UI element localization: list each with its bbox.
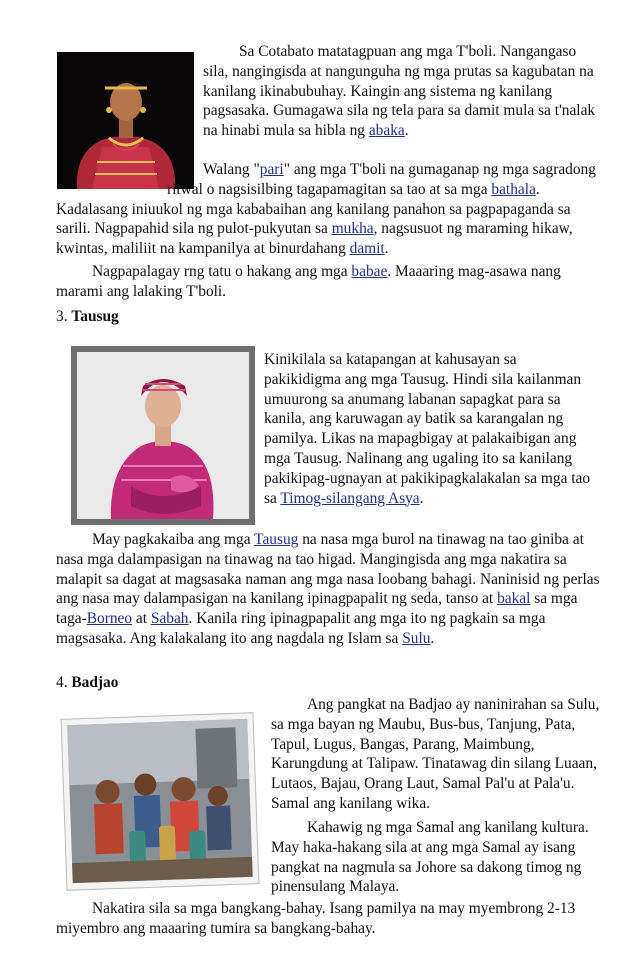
badjao-photo-illustration: [58, 710, 262, 893]
link-tausug[interactable]: Tausug: [254, 531, 299, 548]
link-babae[interactable]: babae: [351, 263, 388, 280]
tausug-woman-photo: [71, 346, 255, 525]
badjao-heading: [56, 673, 118, 693]
link-sabah[interactable]: Sabah: [150, 610, 189, 628]
badjao-paragraph-1: Ang pangkat na Badjao ay naninirahan sa Sulu, sa mga bayan ng Maubu, Bus-bus, Tanjung, Pata, Tapul, Lugus, Bangas, Parang, Maimbung, Karungdung at Talipaw. Tinatawag din silang Luaan, Lutaos, Bajau, Orang Laut, Samal Pal'u at Pala'u. Samal ang kanilang wika.: [271, 696, 600, 812]
badjao-children-photo: [58, 710, 262, 893]
link-pari[interactable]: pari: [259, 161, 284, 178]
tausug-p1-text: Kinikilala sa katapangan at kahusayan sa pakikidigma ang mga Tausug. Hindi sila kailanman umuurong sa anumang labanan sapagkat para sa kanila, ang karuwagan ay batik sa karangalan ng pamilya. Likas na mapagbigay at palakaibigan ang mga Tausug. Nalinang ang ugaling ito sa kanilang pakikipag-ugnayan at pakikipagkalakalan sa mga tao sa: [264, 351, 591, 507]
tausug-p2-text-a: May pagkakaiba ang mga: [92, 531, 255, 548]
link-bakal[interactable]: bakal: [497, 590, 531, 608]
tausug-heading-title: Tausug: [71, 308, 119, 325]
tausug-heading: [56, 307, 119, 327]
tboli-p2-text-b: " ang mga T'boli na gumaganap ng mga sagradong ritwal o nagsisilbing tagapamagitan sa tao at sa mga: [167, 161, 596, 198]
badjao-paragraph-3: Nakatira sila sa mga bangkang-bahay. Isang pamilya na may myembrong 2-13 miyembro ang maaaring tumira sa bangkang-bahay.: [56, 900, 576, 937]
tausug-p1-end: .: [419, 489, 424, 507]
tboli-p2-text-c: . Kadalasang iniuukol ng mga kababaihan ang kanilang panahon sa pagpapaganda sa sarili. Nagpapahid sila ng pulot-pukyutan sa: [56, 180, 571, 238]
tboli-p3-text-b: . Maaaring mag-asawa nang marami ang lalaking T'boli.: [56, 263, 561, 300]
tboli-paragraph-1: [203, 42, 601, 141]
tboli-p1-text: Sa Cotabato matatagpuan ang mga T'boli. Nangangaso sila, nangingisda at nangunguha ng mga prutas sa kagubatan na kanilang ikinabubuhay. Kaingin ang sistema ng kanilang pagsasaka. Gumagawa sila ng tela para sa damit mula sa t'nalak na hinabi mula sa hibla ng: [203, 43, 596, 140]
badjao-paragraph-2: Kahawig ng mga Samal ang kanilang kultura. May haka-hakang sila at ang mga Samal ay isang pangkat na nagmula sa Johore sa dakong timog ng pinensulang Malaya.: [271, 819, 589, 896]
link-bathala[interactable]: bathala: [491, 180, 536, 198]
link-damit[interactable]: damit: [349, 240, 385, 258]
link-sulu[interactable]: Sulu: [402, 629, 431, 647]
link-borneo[interactable]: Borneo: [86, 610, 133, 628]
tausug-p2-text-d: at: [132, 610, 151, 628]
tausug-photo-illustration: [71, 346, 255, 525]
tboli-paragraph-3: [56, 262, 601, 302]
tboli-p3-text-a: Nagpapalagay rng tatu o hakang ang mga: [92, 263, 352, 280]
tausug-p2-text-c: sa mga taga-: [56, 590, 578, 628]
tausug-paragraph-1: [264, 350, 594, 508]
tboli-p1-end: .: [404, 122, 409, 140]
tausug-p2-text-e: . Kanila ring ipinagpapalit ang mga ito ng pagkain sa mga magsasaka. Ang kalakalang ito ang nagdala ng Islam sa: [56, 610, 546, 647]
photo-wrap-spacer: [20, 160, 167, 199]
tausug-paragraph-2: [56, 530, 601, 649]
badjao-heading-title: Badjao: [71, 674, 119, 691]
tboli-p2-text-e: .: [384, 240, 389, 258]
tboli-p2-text-d: , nagsusuot ng maraming hikaw, kwintas, maliliit na kampanilya at binurdahang: [56, 220, 573, 258]
tausug-heading-number: 3.: [56, 308, 72, 325]
link-mukha[interactable]: mukha: [331, 220, 374, 238]
link-timog-silangang-asya[interactable]: Timog-silangang Asya: [280, 489, 420, 507]
link-abaka[interactable]: abaka: [368, 122, 405, 140]
tboli-paragraph-2: [56, 160, 601, 259]
tboli-p2-text-a: Walang ": [203, 161, 260, 178]
badjao-heading-number: 4.: [56, 674, 72, 691]
tausug-p2-text-b: na nasa mga burol na tinawag na tao giniba at nasa mga dalampasigan na tinawag na tao higad. Mangingisda ang mga nakatira sa malapit sa dagat at magsasaka naman ang mga nasa loobang bahagi. Naninisid ng perlas ang nasa may dalampasigan na kanilang ipinagpapalit ng seda, tanso at: [56, 531, 600, 608]
tausug-p2-text-f: .: [430, 629, 435, 647]
